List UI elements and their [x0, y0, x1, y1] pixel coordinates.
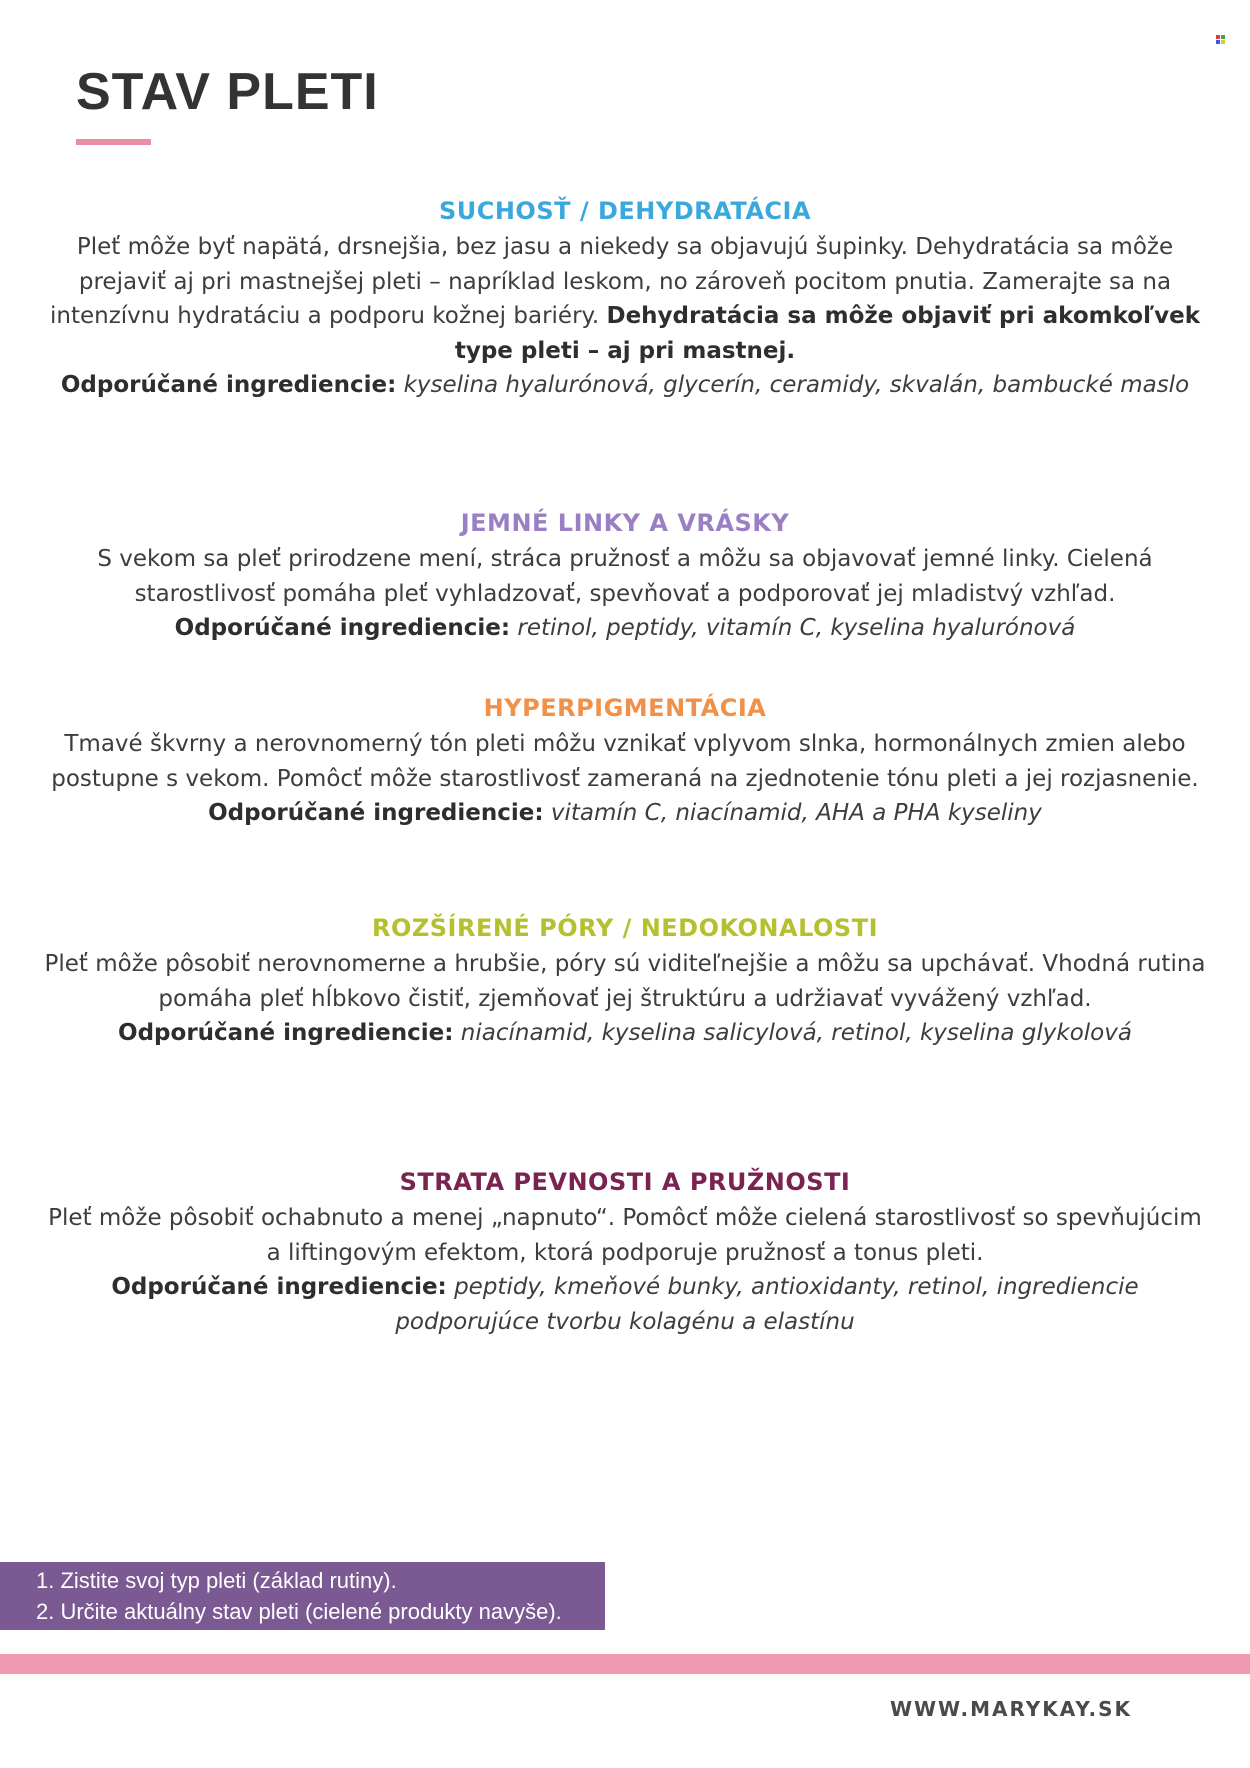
section-firmness	[40, 1167, 1210, 1339]
corner-logo-mark	[1216, 35, 1225, 44]
section-text	[40, 947, 1210, 1051]
section-heading: HYPERPIGMENTÁCIA	[483, 694, 767, 722]
section-heading: STRATA PEVNOSTI A PRUŽNOSTI	[399, 1168, 851, 1196]
ingredients-list: niacínamid, kyselina salicylová, retinol, kyselina glykolová	[460, 1020, 1132, 1046]
section-text	[40, 727, 1210, 831]
step-item: 1. Zistite svoj typ pleti (základ rutiny).	[36, 1568, 397, 1593]
section-heading: JEMNÉ LINKY A VRÁSKY	[460, 509, 790, 537]
ingredients-list: peptidy, kmeňové bunky, antioxidanty, retinol, ingrediencie podporujúce tvorbu kolagénu a elastínu	[395, 1274, 1139, 1335]
section-hyperpigmentation	[40, 693, 1210, 831]
ingredients-list: retinol, peptidy, vitamín C, kyselina hyalurónová	[517, 615, 1076, 641]
section-text	[40, 230, 1210, 403]
section-pores	[40, 913, 1210, 1051]
ingredients-list: vitamín C, niacínamid, AHA a PHA kyseliny	[550, 800, 1042, 826]
section-heading: SUCHOSŤ / DEHYDRATÁCIA	[438, 197, 812, 225]
section-body: Pleť môže byť napätá, drsnejšia, bez jasu a niekedy sa objavujú šupinky. Dehydratácia sa môže prejaviť aj pri mastnejšej pleti – napríklad leskom, no zároveň pocitom pnutia. Zamerajte sa na intenzívnu hydratáciu a podporu kožnej bariéry.	[49, 234, 1174, 329]
section-fine-lines	[40, 508, 1210, 646]
section-body: Tmavé škvrny a nerovnomerný tón pleti môžu vznikať vplyvom slnka, hormonálnych zmien alebo postupne s vekom. Pomôcť môže starostlivosť zameraná na zjednotenie tónu pleti a jej rozjasnenie.	[51, 731, 1199, 792]
ingredients-label: Odporúčané ingrediencie:	[208, 800, 544, 826]
footer-divider-bar	[0, 1654, 1250, 1674]
step-item: 2. Určite aktuálny stav pleti (cielené produkty navyše).	[36, 1599, 562, 1624]
section-text	[40, 1201, 1210, 1339]
ingredients-label: Odporúčané ingrediencie:	[111, 1274, 447, 1300]
section-text	[40, 542, 1210, 646]
section-body: Pleť môže pôsobiť nerovnomerne a hrubšie, póry sú viditeľnejšie a môžu sa upchávať. Vhodná rutina pomáha pleť hĺbkovo čistiť, zjemňovať jej štruktúru a udržiavať vyvážený vzhľad.	[44, 951, 1206, 1012]
ingredients-label: Odporúčané ingrediencie:	[118, 1020, 454, 1046]
page-title: STAV PLETI	[76, 63, 379, 121]
section-emphasis: Dehydratácia sa môže objaviť pri akomkoľvek type pleti – aj pri mastnej.	[454, 303, 1201, 364]
title-underline	[76, 139, 151, 145]
section-dryness	[40, 196, 1210, 403]
section-body: Pleť môže pôsobiť ochabnuto a menej „napnuto“. Pomôcť môže cielená starostlivosť so spevňujúcim a liftingovým efektom, ktorá podporuje pružnosť a tonus pleti.	[48, 1205, 1202, 1266]
ingredients-label: Odporúčané ingrediencie:	[60, 372, 397, 398]
section-body: S vekom sa pleť prirodzene mení, stráca pružnosť a môžu sa objavovať jemné linky. Cielená starostlivosť pomáha pleť vyhladzovať, spevňovať a podporovať jej mladistvý vzhľad.	[97, 546, 1153, 607]
ingredients-label: Odporúčané ingrediencie:	[174, 615, 511, 641]
steps-box	[0, 1562, 605, 1630]
ingredients-list: kyselina hyalurónová, glycerín, ceramidy, skvalán, bambucké maslo	[403, 372, 1190, 398]
footer-website-link[interactable]: WWW.MARYKAY.SK	[889, 1697, 1132, 1721]
section-heading: ROZŠÍRENÉ PÓRY / NEDOKONALOSTI	[371, 914, 879, 942]
